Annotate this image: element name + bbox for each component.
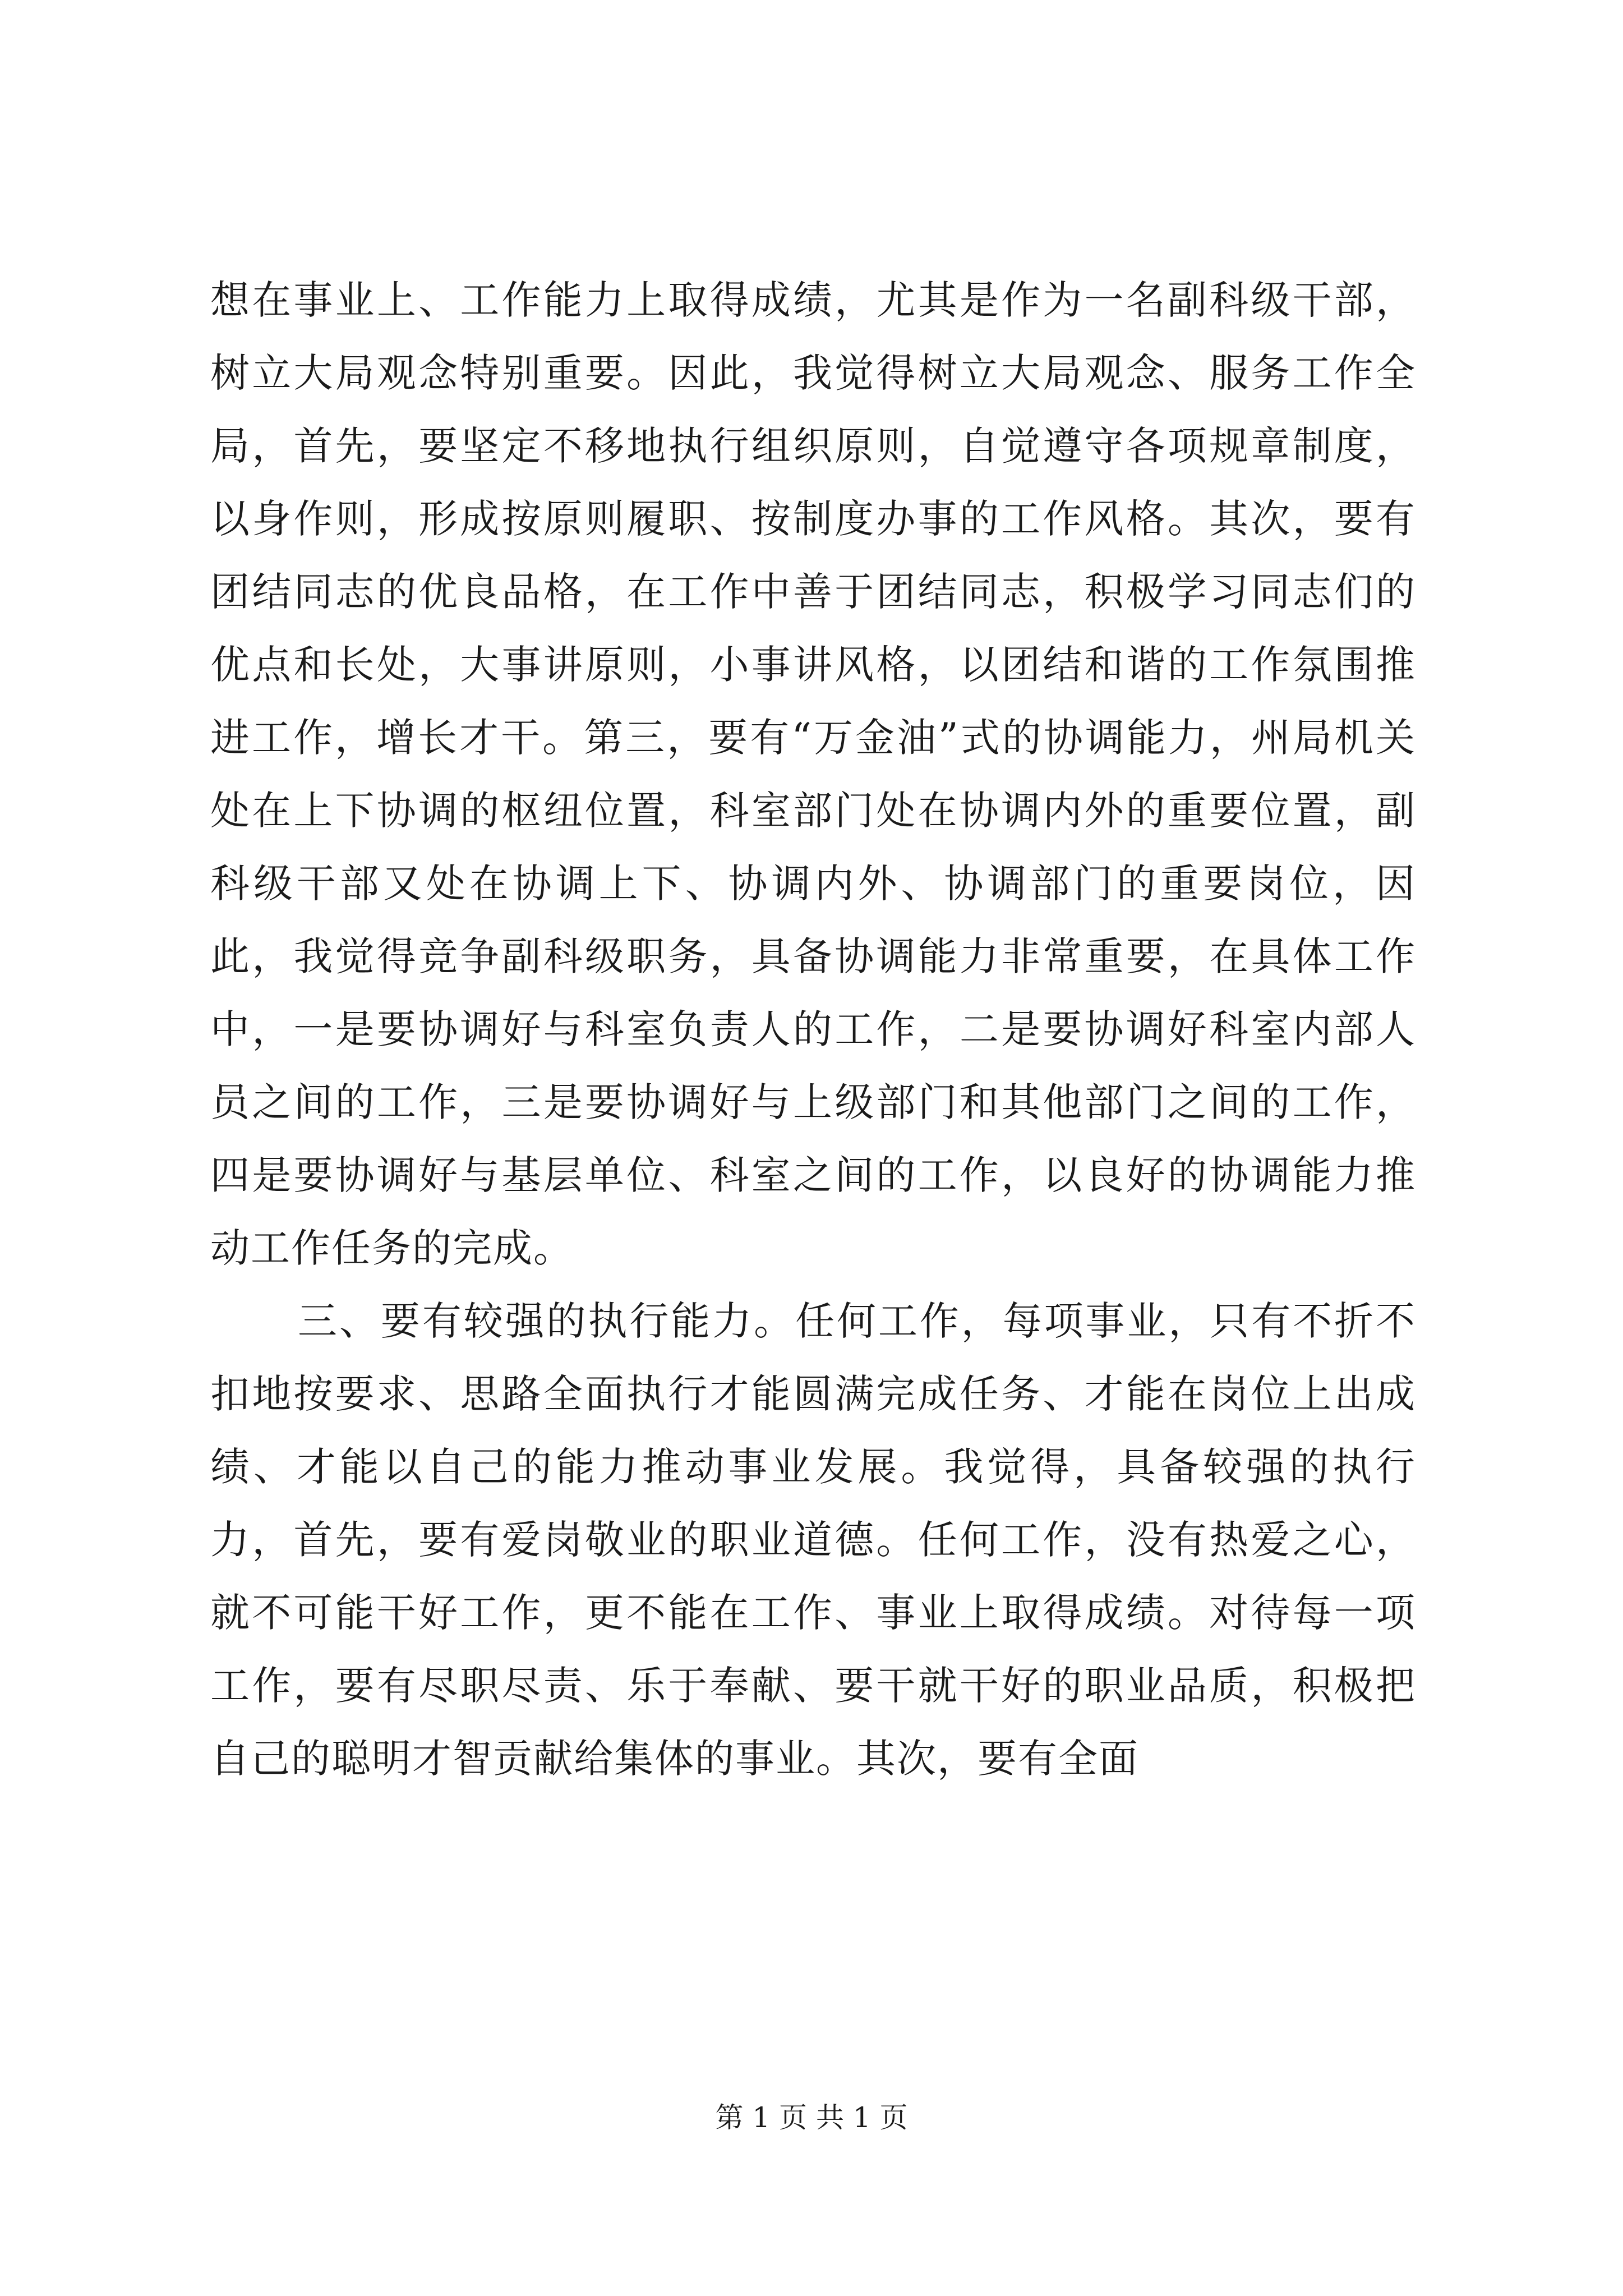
paragraph-section-three: 三、要有较强的执行能力。任何工作，每项事业，只有不折不扣地按要求、思路全面执行才能圆满完成任务、才能在岗位上出成绩、才能以自己的能力推动事业发展。我觉得，具备较强的执行力，首先，要有爱岗敬业的职业道德。任何工作，没有热爱之心，就不可能干好工作，更不能在工作、事业上取得成绩。对待每一项工作，要有尽职尽责、乐于奉献、要干就干好的职业品质，积极把自己的聪明才智贡献给集体的事业。其次，要有全面 bbox=[210, 1298, 1416, 1782]
paragraph-continuation: 想在事业上、工作能力上取得成绩，尤其是作为一名副科级干部，树立大局观念特别重要。因此，我觉得树立大局观念、服务工作全局，首先，要坚定不移地执行组织原则，自觉遵守各项规章制度，以身作则，形成按原则履职、按制度办事的工作风格。其次，要有团结同志的优良品格，在工作中善于团结同志，积极学习同志们的优点和长处，大事讲原则，小事讲风格，以团结和谐的工作氛围推进工作，增长才干。第三，要有“万金油”式的协调能力，州局机关处在上下协调的枢纽位置，科室部门处在协调内外的重要位置，副科级干部又处在协调上下、协调内外、协调部门的重要岗位，因此，我觉得竞争副科级职务，具备协调能力非常重要，在具体工作中，一是要协调好与科室负责人的工作，二是要协调好科室内部人员之间的工作，三是要协调好与上级部门和其他部门之间的工作，四是要协调好与基层单位、科室之间的工作，以良好的协调能力推动工作任务的完成。 bbox=[210, 277, 1416, 1271]
page-footer: 第 1 页 共 1 页 bbox=[715, 2101, 908, 2134]
document-body bbox=[210, 264, 1416, 1795]
